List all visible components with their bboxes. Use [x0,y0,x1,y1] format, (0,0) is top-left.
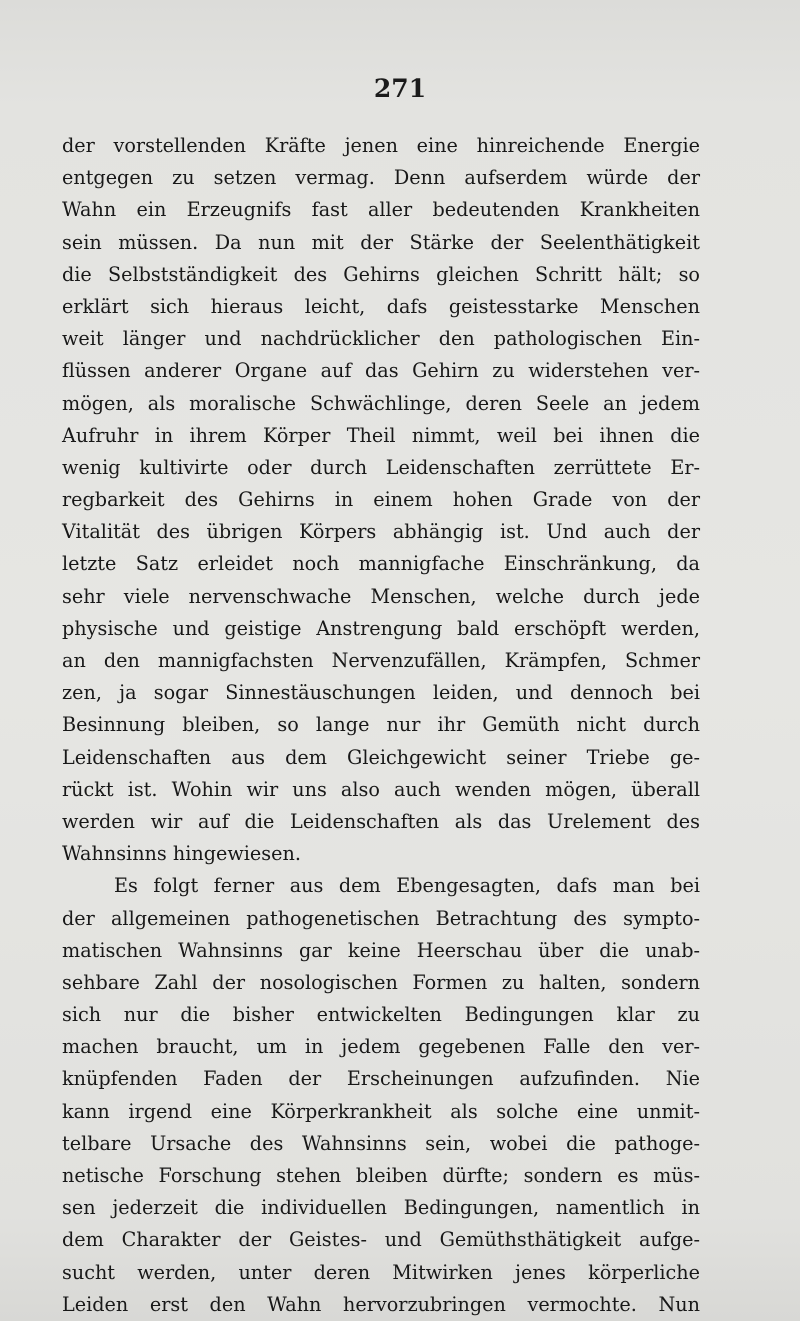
text-line: zen, ja sogar Sinnestäuschungen leiden, und dennoch bei [62,681,700,705]
text-line: Aufruhr in ihrem Körper Theil nimmt, weil bei ihnen die [62,423,700,447]
text-line: regbarkeit des Gehirns in einem hohen Grade von der [62,488,700,512]
text-line: knüpfenden Faden der Erscheinungen aufzufinden. Nie [62,1067,700,1091]
text-line: weit länger und nachdrücklicher den pathologischen Ein- [62,327,700,351]
text-line: Wahn ein Erzeugnifs fast aller bedeutenden Krankheiten [62,198,700,222]
text-line: mögen, als moralische Schwächlinge, deren Seele an jedem [62,391,700,415]
text-line: Leidenschaften aus dem Gleichgewicht seiner Triebe ge- [62,745,700,769]
text-line: sucht werden, unter deren Mitwirken jenes körperliche [62,1260,700,1284]
text-line: erklärt sich hieraus leicht, dafs geistesstarke Menschen [62,294,700,318]
text-line: entgegen zu setzen vermag. Denn aufserdem würde der [62,166,700,190]
text-line: sich nur die bisher entwickelten Bedingungen klar zu [62,1003,700,1027]
text-line: netische Forschung stehen bleiben dürfte; sondern es müs- [62,1164,700,1187]
text-line: wenig kultivirte oder durch Leidenschaften zerrüttete Er- [62,455,700,479]
text-line: an den mannigfachsten Nervenzufällen, Krämpfen, Schmer [62,649,700,672]
text-line: Leiden erst den Wahn hervorzubringen vermochte. Nun [62,1292,700,1316]
text-line: Vitalität des übrigen Körpers abhängig ist. Und auch der [62,520,700,544]
text-line: Besinnung bleiben, so lange nur ihr Gemüth nicht durch [62,713,700,737]
text-line: physische und geistige Anstrengung bald erschöpft werden, [62,616,700,640]
paragraph-end-line: Wahnsinns hingewiesen. [62,842,301,866]
text-line: letzte Satz erleidet noch mannigfache Einschränkung, da [62,552,700,576]
text-line: sen jederzeit die individuellen Bedingungen, namentlich in [62,1196,700,1220]
text-line: werden wir auf die Leidenschaften als das Urelement des [62,809,700,833]
text-line: sein müssen. Da nun mit der Stärke der Seelenthätigkeit [62,230,700,254]
text-line: dem Charakter der Geistes- und Gemüthsthätigkeit aufge- [62,1228,700,1252]
page-number: 271 [373,74,427,103]
body-text [62,130,700,1321]
text-line: flüssen anderer Organe auf das Gehirn zu widerstehen ver- [62,359,700,383]
text-line: der vorstellenden Kräfte jenen eine hinreichende Energie [62,134,700,157]
text-line: der allgemeinen pathogenetischen Betrachtung des sympto- [62,906,700,930]
text-line: matischen Wahnsinns gar keine Heerschau über die unab- [62,938,700,962]
text-line: die Selbstständigkeit des Gehirns gleichen Schritt hält; so [62,262,700,286]
text-line: telbare Ursache des Wahnsinns sein, wobei die pathoge- [62,1131,700,1155]
text-line: sehbare Zahl der nosologischen Formen zu halten, sondern [62,970,700,994]
text-line: rückt ist. Wohin wir uns also auch wenden mögen, überall [62,777,700,801]
text-line: sehr viele nervenschwache Menschen, welche durch jede [62,584,700,608]
text-line: kann irgend eine Körperkrankheit als solche eine unmit- [62,1099,700,1123]
text-line: machen braucht, um in jedem gegebenen Falle den ver- [62,1035,700,1059]
paragraph-start-line: Es folgt ferner aus dem Ebengesagten, dafs man bei [114,874,700,898]
